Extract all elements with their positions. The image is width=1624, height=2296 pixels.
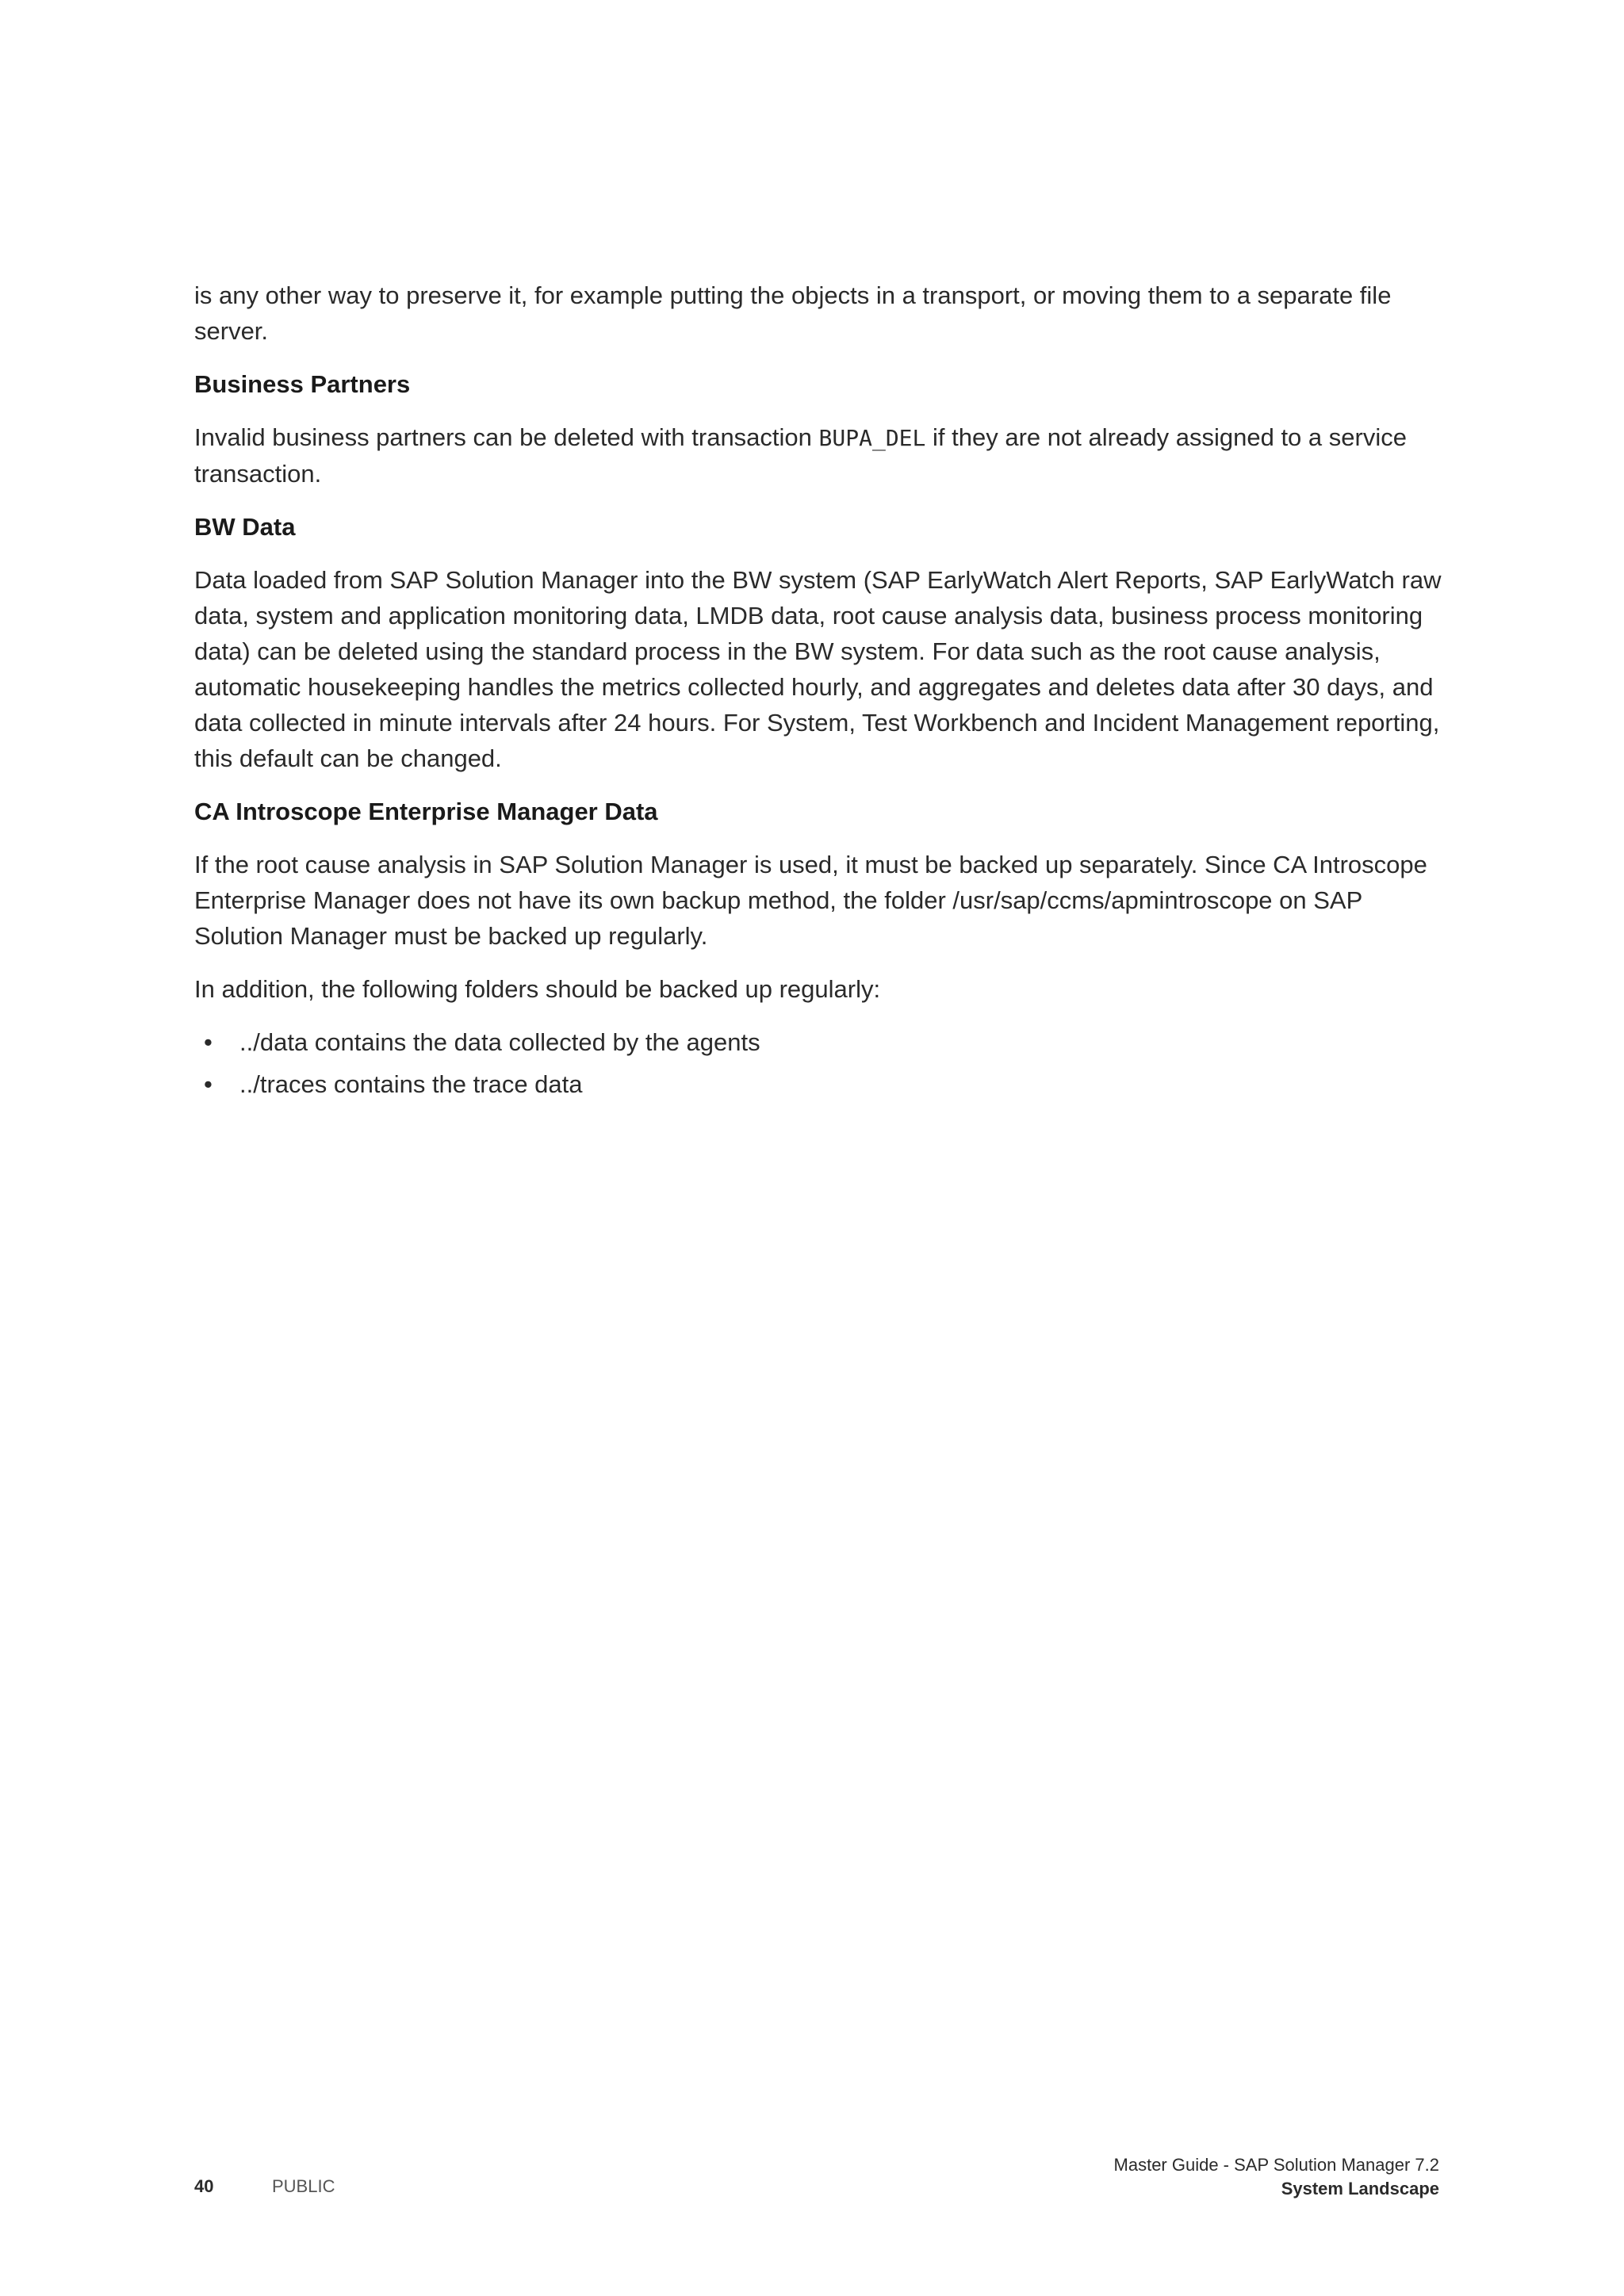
footer-right — [1114, 2153, 1439, 2201]
heading-business-partners: Business Partners — [194, 370, 411, 398]
document-title: Master Guide - SAP Solution Manager 7.2 — [1113, 2155, 1439, 2175]
list-item-text: ../data contains the data collected by the agents — [239, 1028, 760, 1056]
classification-label: PUBLIC — [272, 2176, 335, 2196]
heading-bw-data: BW Data — [194, 513, 296, 541]
bp-text-after: if they are not already assigned to a service transaction. — [194, 423, 1407, 488]
section-title: System Landscape — [1281, 2179, 1439, 2198]
intro-paragraph: is any other way to preserve it, for example putting the objects in a transport, or moving them to a separate file server. — [194, 281, 1392, 345]
addition-paragraph: In addition, the following folders should be backed up regularly: — [194, 975, 881, 1003]
list-item — [194, 1024, 1447, 1060]
business-partners-paragraph — [194, 419, 1447, 492]
bullet-icon: • — [204, 1070, 213, 1098]
list-item — [194, 1066, 1447, 1102]
folder-list — [194, 1024, 1447, 1102]
transaction-code: BUPA_DEL — [818, 425, 926, 451]
footer-left — [194, 2176, 335, 2197]
page-content — [194, 277, 1447, 1108]
page-number: 40 — [194, 2176, 214, 2196]
bullet-icon: • — [204, 1028, 213, 1056]
bw-data-paragraph: Data loaded from SAP Solution Manager into the BW system (SAP EarlyWatch Alert Reports, SAP EarlyWatch raw data, system and application monitoring data, LMDB data, root cause analysis data, business process monitoring data) can be deleted using the standard process in the BW system. For data such as the root cause analysis, automatic housekeeping handles the metrics collected hourly, and aggregates and deletes data after 30 days, and data collected in minute intervals after 24 hours. For System, Test Workbench and Incident Management reporting, this default can be changed. — [194, 566, 1442, 772]
bp-text-before: Invalid business partners can be deleted with transaction — [194, 423, 819, 451]
heading-ca-introscope: CA Introscope Enterprise Manager Data — [194, 798, 658, 825]
ca-introscope-paragraph: If the root cause analysis in SAP Solution Manager is used, it must be backed up separately. Since CA Introscope Enterprise Manager does not have its own backup method, the folder /usr/sap/ccms/apmintroscope on SAP Solution Manager must be backed up regularly. — [194, 851, 1427, 950]
list-item-text: ../traces contains the trace data — [239, 1070, 583, 1098]
